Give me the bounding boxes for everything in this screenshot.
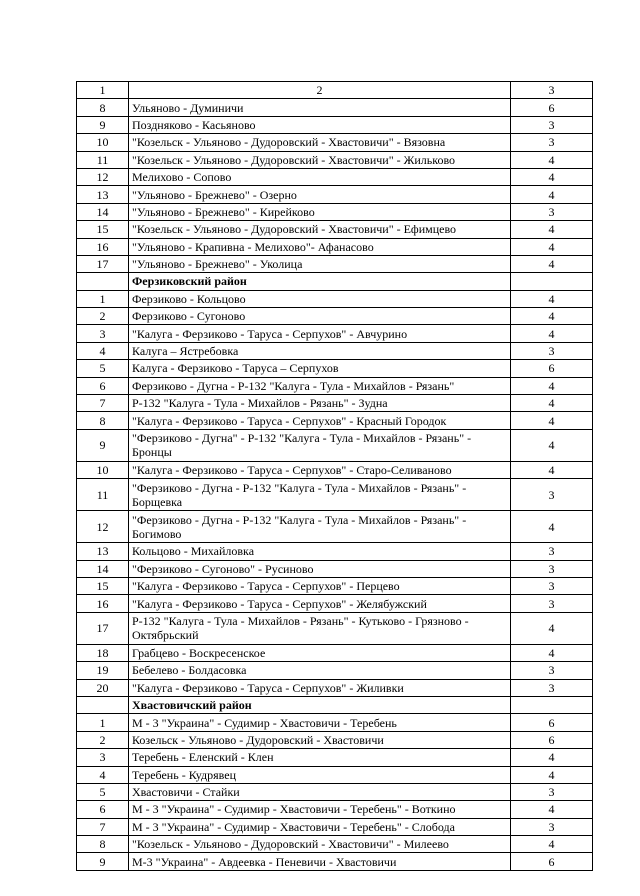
road-name-cell: Калуга – Ястребовка xyxy=(129,342,511,359)
road-name-cell: "Козельск - Ульяново - Дудоровский - Хвастовичи" - Жильково xyxy=(129,151,511,168)
road-name-cell: "Ферзиково - Сугоново" - Русиново xyxy=(129,560,511,577)
row-number-cell: 8 xyxy=(77,836,129,853)
table-row xyxy=(77,151,593,168)
road-name-cell: "Калуга - Ферзиково - Таруса - Серпухов" - Желябужский xyxy=(129,595,511,612)
road-name-cell: Калуга - Ферзиково - Таруса – Серпухов xyxy=(129,360,511,377)
road-name-cell: Теребень - Кудрявец xyxy=(129,766,511,783)
row-number-cell: 14 xyxy=(77,560,129,577)
table-header-row xyxy=(77,82,593,99)
row-number-cell: 17 xyxy=(77,612,129,644)
row-value-cell: 3 xyxy=(511,679,593,696)
row-number-cell: 18 xyxy=(77,644,129,661)
row-value-cell: 4 xyxy=(511,749,593,766)
row-number-cell: 3 xyxy=(77,325,129,342)
row-number-cell: 8 xyxy=(77,412,129,429)
row-value-cell: 4 xyxy=(511,612,593,644)
header-col-number: 1 xyxy=(77,82,129,99)
row-value-cell: 4 xyxy=(511,221,593,238)
section-title: Ферзиковский район xyxy=(129,273,511,290)
header-col-name: 2 xyxy=(129,82,511,99)
table-row xyxy=(77,168,593,185)
table-row xyxy=(77,461,593,478)
row-value-cell: 6 xyxy=(511,714,593,731)
row-value-cell: 4 xyxy=(511,461,593,478)
table-row xyxy=(77,511,593,543)
row-number-cell: 14 xyxy=(77,203,129,220)
table-row xyxy=(77,801,593,818)
row-value-cell: 3 xyxy=(511,560,593,577)
row-value-cell: 4 xyxy=(511,377,593,394)
table-row xyxy=(77,749,593,766)
table-row xyxy=(77,662,593,679)
row-number-cell: 12 xyxy=(77,168,129,185)
table-row xyxy=(77,836,593,853)
row-value-cell: 4 xyxy=(511,511,593,543)
row-value-cell: 4 xyxy=(511,801,593,818)
road-name-cell: Р-132 "Калуга - Тула - Михайлов - Рязань" - Кутьково - Грязново - Октябрьский xyxy=(129,612,511,644)
row-number-cell: 16 xyxy=(77,595,129,612)
table-row xyxy=(77,714,593,731)
road-name-cell: Кольцово - Михайловка xyxy=(129,543,511,560)
table-row xyxy=(77,731,593,748)
row-value-cell: 3 xyxy=(511,134,593,151)
header-col-value: 3 xyxy=(511,82,593,99)
row-number-cell: 19 xyxy=(77,662,129,679)
row-value-cell: 4 xyxy=(511,290,593,307)
row-value-cell: 3 xyxy=(511,479,593,511)
row-number-cell: 13 xyxy=(77,186,129,203)
row-number-cell: 3 xyxy=(77,749,129,766)
table-row xyxy=(77,612,593,644)
row-value-cell: 6 xyxy=(511,360,593,377)
row-number-cell: 1 xyxy=(77,290,129,307)
road-name-cell: "Ферзиково - Дугна" - Р-132 "Калуга - Тула - Михайлов - Рязань" - Бронцы xyxy=(129,429,511,461)
road-name-cell: Поздняково - Касьяново xyxy=(129,116,511,133)
row-number-cell: 10 xyxy=(77,134,129,151)
row-value-cell: 3 xyxy=(511,818,593,835)
row-value-cell: 4 xyxy=(511,395,593,412)
row-number-cell: 15 xyxy=(77,577,129,594)
table-row xyxy=(77,360,593,377)
table-row xyxy=(77,818,593,835)
table-row xyxy=(77,116,593,133)
road-name-cell: "Калуга - Ферзиково - Таруса - Серпухов" - Красный Городок xyxy=(129,412,511,429)
road-name-cell: М-3 "Украина" - Авдеевка - Пеневичи - Хвастовичи xyxy=(129,853,511,870)
road-name-cell: "Козельск - Ульяново - Дудоровский - Хвастовичи" - Ефимцево xyxy=(129,221,511,238)
row-number-cell: 20 xyxy=(77,679,129,696)
road-name-cell: "Ульяново - Брежнево" - Кирейково xyxy=(129,203,511,220)
row-value-cell: 3 xyxy=(511,116,593,133)
section-row xyxy=(77,273,593,290)
row-value-cell: 4 xyxy=(511,238,593,255)
road-name-cell: "Ферзиково - Дугна - Р-132 "Калуга - Тула - Михайлов - Рязань" - Борщевка xyxy=(129,479,511,511)
table-row xyxy=(77,395,593,412)
row-number-cell: 5 xyxy=(77,360,129,377)
row-value-cell: 4 xyxy=(511,255,593,272)
row-value-cell: 3 xyxy=(511,595,593,612)
row-number-cell: 6 xyxy=(77,377,129,394)
row-number-cell: 6 xyxy=(77,801,129,818)
row-value-cell: 3 xyxy=(511,543,593,560)
row-value-cell: 3 xyxy=(511,662,593,679)
row-number-cell: 17 xyxy=(77,255,129,272)
table-row xyxy=(77,134,593,151)
row-number-cell: 9 xyxy=(77,116,129,133)
table-row xyxy=(77,766,593,783)
row-value-cell xyxy=(511,696,593,713)
row-number-cell: 10 xyxy=(77,461,129,478)
table-row xyxy=(77,429,593,461)
row-number-cell: 2 xyxy=(77,308,129,325)
table-row xyxy=(77,783,593,800)
road-name-cell: Бебелево - Болдасовка xyxy=(129,662,511,679)
table-row xyxy=(77,308,593,325)
road-name-cell: "Ферзиково - Дугна - Р-132 "Калуга - Тула - Михайлов - Рязань" - Богимово xyxy=(129,511,511,543)
row-value-cell: 3 xyxy=(511,203,593,220)
table-row xyxy=(77,99,593,116)
roads-table xyxy=(76,81,593,871)
row-number-cell: 2 xyxy=(77,731,129,748)
row-number-cell: 7 xyxy=(77,818,129,835)
roads-table-body xyxy=(77,82,593,871)
row-value-cell: 4 xyxy=(511,308,593,325)
row-value-cell: 3 xyxy=(511,342,593,359)
row-number-cell: 4 xyxy=(77,766,129,783)
row-value-cell: 6 xyxy=(511,731,593,748)
row-number-cell: 11 xyxy=(77,479,129,511)
road-name-cell: М - 3 "Украина" - Судимир - Хвастовичи - Теребень" - Слобода xyxy=(129,818,511,835)
row-value-cell: 6 xyxy=(511,99,593,116)
row-number-cell: 16 xyxy=(77,238,129,255)
row-value-cell xyxy=(511,273,593,290)
row-number-cell: 4 xyxy=(77,342,129,359)
table-row xyxy=(77,325,593,342)
row-value-cell: 3 xyxy=(511,577,593,594)
table-row xyxy=(77,853,593,870)
table-row xyxy=(77,290,593,307)
row-value-cell: 4 xyxy=(511,151,593,168)
road-name-cell: Хвастовичи - Стайки xyxy=(129,783,511,800)
road-name-cell: Ульяново - Думиничи xyxy=(129,99,511,116)
row-number-cell: 5 xyxy=(77,783,129,800)
road-name-cell: "Козельск - Ульяново - Дудоровский - Хвастовичи" - Милеево xyxy=(129,836,511,853)
table-row xyxy=(77,221,593,238)
road-name-cell: "Калуга - Ферзиково - Таруса - Серпухов" - Перцево xyxy=(129,577,511,594)
road-name-cell: М - 3 "Украина" - Судимир - Хвастовичи - Теребень" - Воткино xyxy=(129,801,511,818)
table-row xyxy=(77,412,593,429)
table-row xyxy=(77,595,593,612)
section-title: Хвастовичский район xyxy=(129,696,511,713)
row-number-cell: 15 xyxy=(77,221,129,238)
row-number-cell xyxy=(77,696,129,713)
road-name-cell: "Калуга - Ферзиково - Таруса - Серпухов" - Старо-Селиваново xyxy=(129,461,511,478)
road-name-cell: Мелихово - Сопово xyxy=(129,168,511,185)
table-row xyxy=(77,479,593,511)
table-row xyxy=(77,203,593,220)
table-row xyxy=(77,238,593,255)
road-name-cell: "Ульяново - Крапивна - Мелихово"- Афанасово xyxy=(129,238,511,255)
table-row xyxy=(77,377,593,394)
row-value-cell: 4 xyxy=(511,644,593,661)
table-row xyxy=(77,186,593,203)
table-row xyxy=(77,255,593,272)
row-number-cell: 11 xyxy=(77,151,129,168)
road-name-cell: "Калуга - Ферзиково - Таруса - Серпухов" - Жиливки xyxy=(129,679,511,696)
row-value-cell: 4 xyxy=(511,836,593,853)
road-name-cell: Козельск - Ульяново - Дудоровский - Хвастовичи xyxy=(129,731,511,748)
row-number-cell: 9 xyxy=(77,429,129,461)
road-name-cell: "Козельск - Ульяново - Дудоровский - Хвастовичи" - Вязовна xyxy=(129,134,511,151)
road-name-cell: М - 3 "Украина" - Судимир - Хвастовичи - Теребень xyxy=(129,714,511,731)
row-number-cell xyxy=(77,273,129,290)
road-name-cell: Ферзиково - Сугоново xyxy=(129,308,511,325)
road-name-cell: Р-132 "Калуга - Тула - Михайлов - Рязань" - Зудна xyxy=(129,395,511,412)
road-name-cell: "Ульяново - Брежнево" - Озерно xyxy=(129,186,511,203)
row-number-cell: 8 xyxy=(77,99,129,116)
table-row xyxy=(77,342,593,359)
row-number-cell: 9 xyxy=(77,853,129,870)
section-row xyxy=(77,696,593,713)
row-value-cell: 3 xyxy=(511,783,593,800)
table-row xyxy=(77,543,593,560)
row-number-cell: 12 xyxy=(77,511,129,543)
row-number-cell: 1 xyxy=(77,714,129,731)
road-name-cell: Теребень - Еленский - Клен xyxy=(129,749,511,766)
row-number-cell: 7 xyxy=(77,395,129,412)
road-name-cell: Ферзиково - Кольцово xyxy=(129,290,511,307)
row-value-cell: 4 xyxy=(511,325,593,342)
row-number-cell: 13 xyxy=(77,543,129,560)
row-value-cell: 4 xyxy=(511,766,593,783)
row-value-cell: 4 xyxy=(511,168,593,185)
road-name-cell: "Ульяново - Брежнево" - Уколица xyxy=(129,255,511,272)
row-value-cell: 6 xyxy=(511,853,593,870)
row-value-cell: 4 xyxy=(511,412,593,429)
road-name-cell: Грабцево - Воскресенское xyxy=(129,644,511,661)
table-row xyxy=(77,577,593,594)
row-value-cell: 4 xyxy=(511,429,593,461)
table-row xyxy=(77,560,593,577)
table-row xyxy=(77,679,593,696)
road-name-cell: Ферзиково - Дугна - Р-132 "Калуга - Тула - Михайлов - Рязань" xyxy=(129,377,511,394)
road-name-cell: "Калуга - Ферзиково - Таруса - Серпухов" - Авчурино xyxy=(129,325,511,342)
table-row xyxy=(77,644,593,661)
row-value-cell: 4 xyxy=(511,186,593,203)
